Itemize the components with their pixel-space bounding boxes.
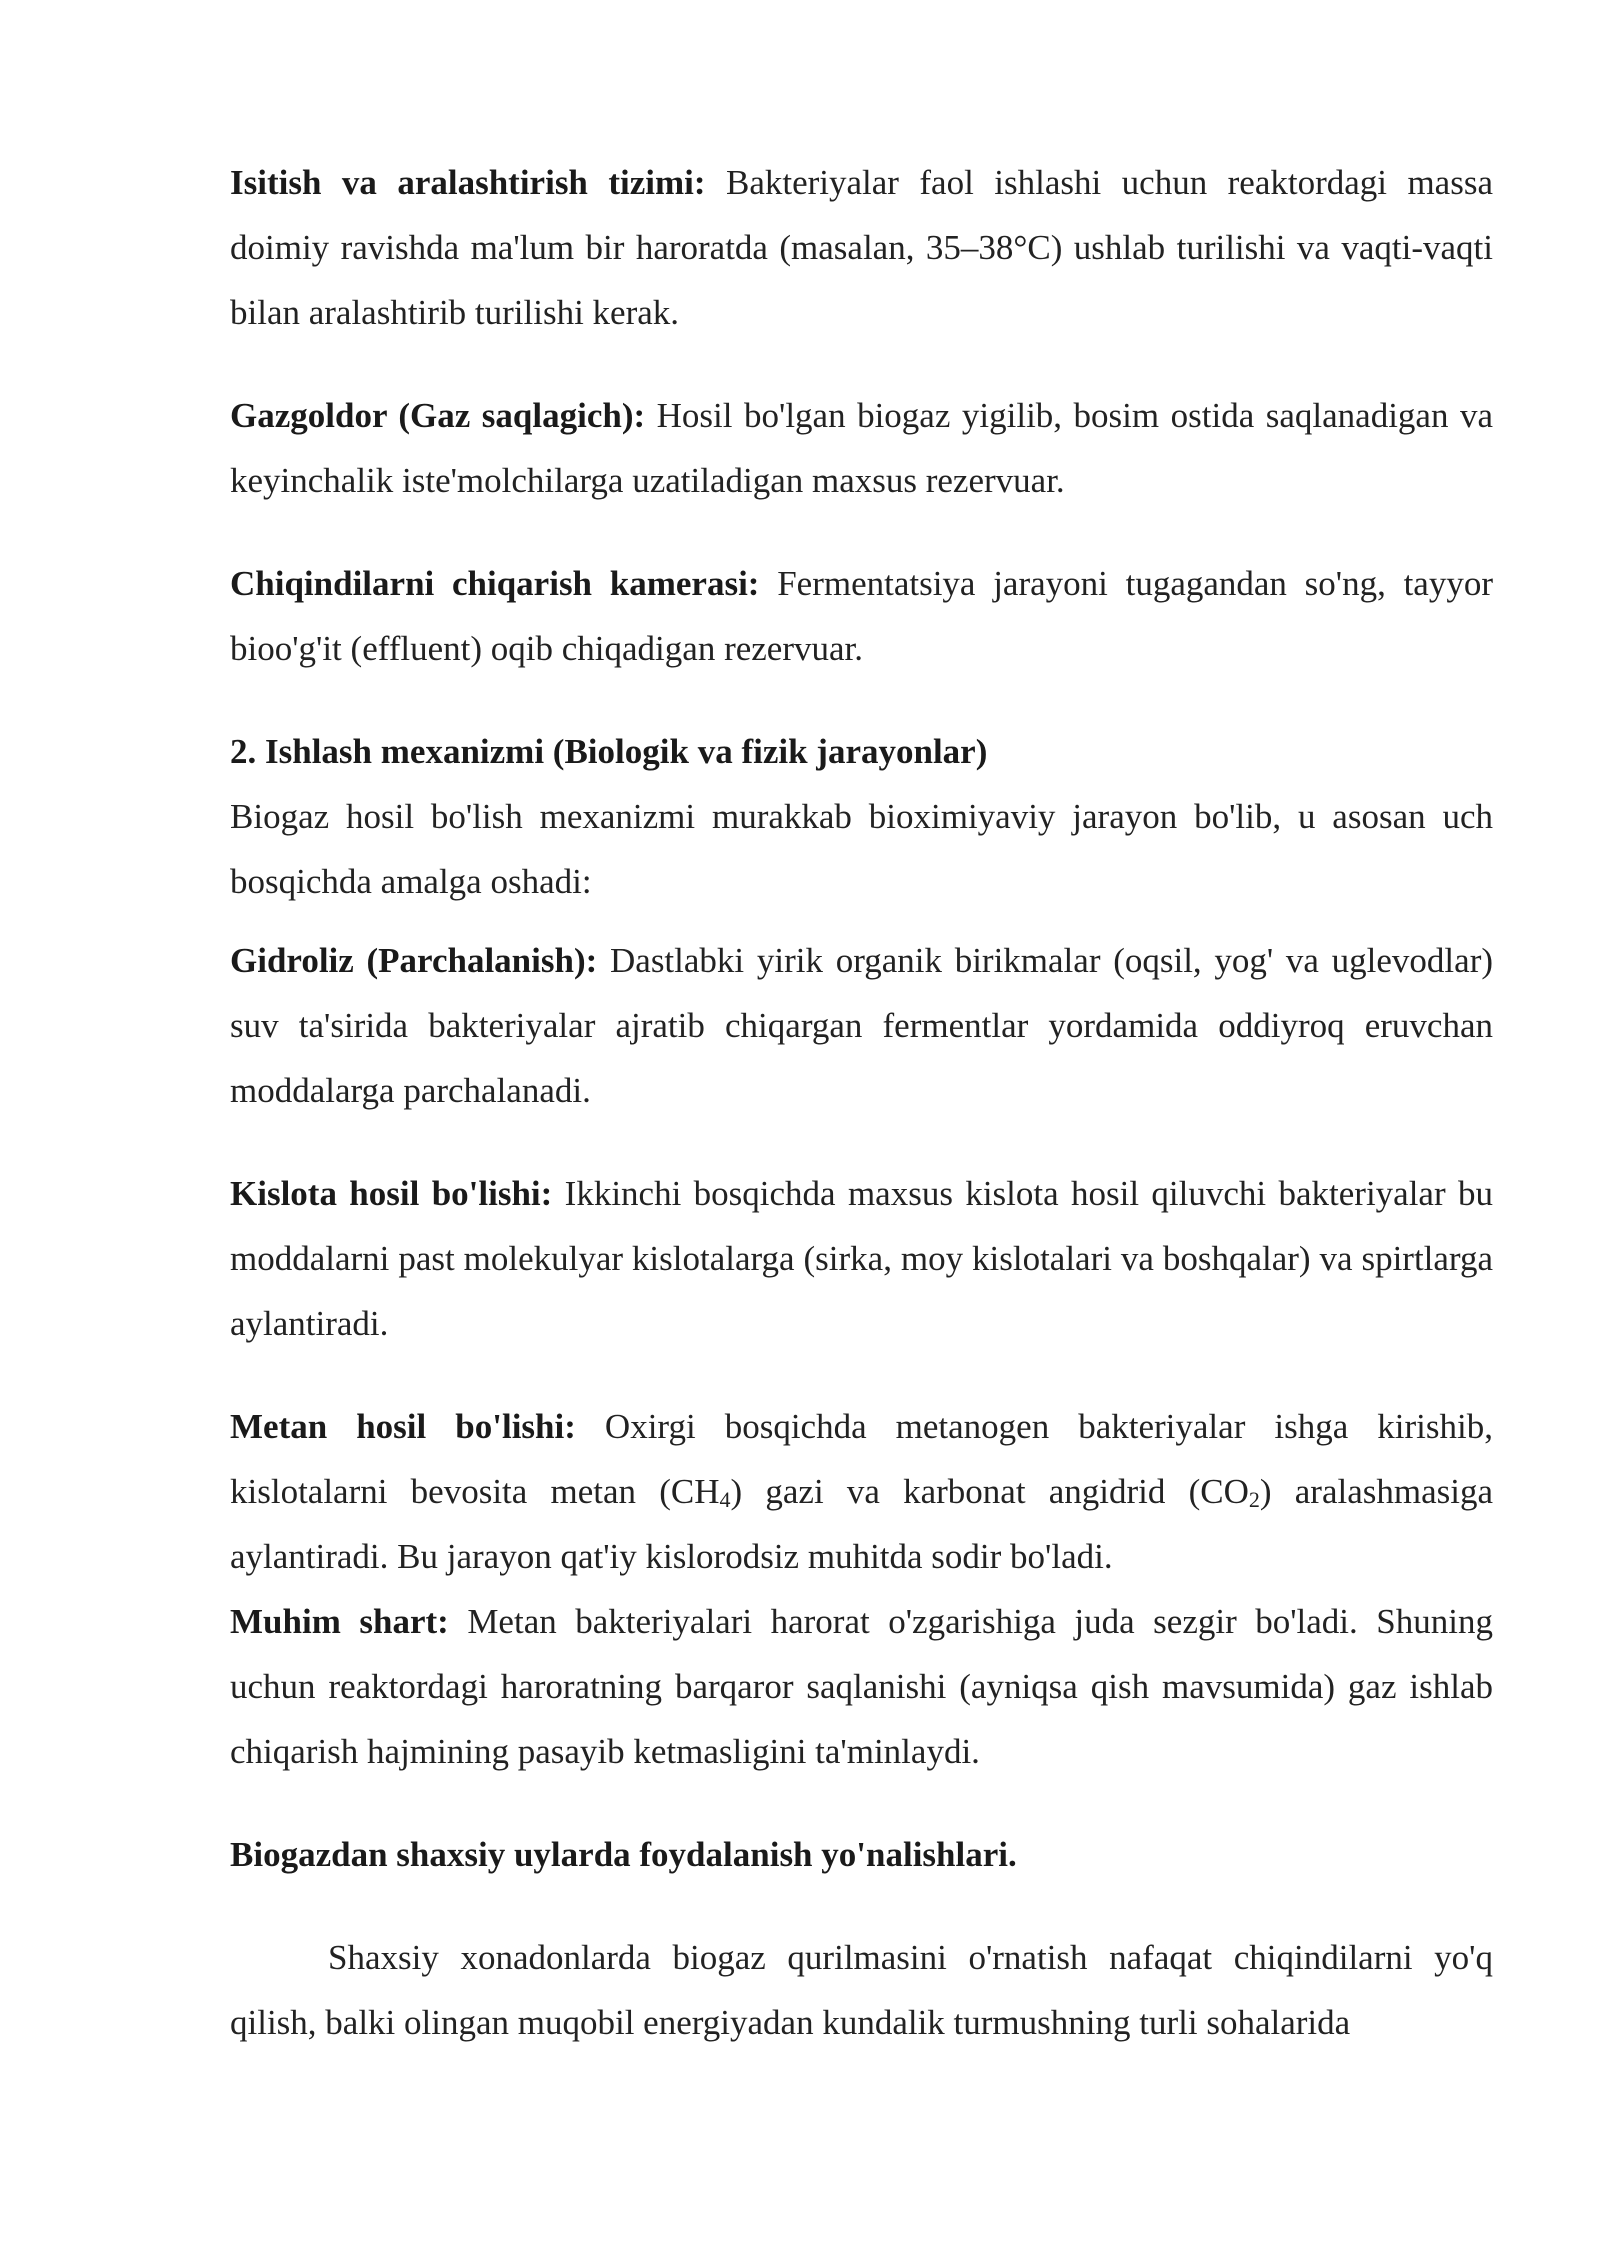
text-metan-c: ) aralashmasiga aylantiradi. Bu jarayon qat'iy kislorodsiz muhitda sodir bo'ladi. (230, 1472, 1493, 1576)
text-muhim: Metan bakteriyalari harorat o'zgarishiga juda sezgir bo'ladi. Shuning uchun reaktordagi haroratning barqaror saqlanishi (ayniqsa qish mavsumida) gaz ishlab chiqarish hajmining pasayib ketmasligini ta'minlaydi. (230, 1602, 1493, 1771)
subscript-4: 4 (719, 1487, 731, 1512)
text-metan-a: Oxirgi bosqichda metanogen bakteriyalar ishga kirishib, kislotalarni bevosita metan (CH (230, 1407, 1493, 1511)
text-isitish: Bakteriyalar faol ishlashi uchun reaktordagi massa doimiy ravishda ma'lum bir haroratda (masalan, 35–38°C) ushlab turilishi va vaqti-vaqti bilan aralashtirib turilishi kerak. (230, 163, 1493, 332)
paragraph-kislota (230, 1161, 1493, 1356)
document-page (230, 150, 1493, 2055)
subscript-2: 2 (1248, 1487, 1260, 1512)
paragraph-section2-intro: Biogaz hosil bo'lish mexanizmi murakkab bioximiyaviy jarayon bo'lib, u asosan uch bosqichda amalga oshadi: (230, 797, 1493, 901)
term-isitish: Isitish va aralashtirish tizimi: (230, 163, 706, 202)
term-gidroliz: Gidroliz (Parchalanish): (230, 941, 598, 980)
term-metan: Metan hosil bo'lishi: (230, 1407, 576, 1446)
text-gidroliz: Dastlabki yirik organik birikmalar (oqsil, yog' va uglevodlar) suv ta'sirida bakteriyalar ajratib chiqargan fermentlar yordamida oddiyroq eruvchan moddalarga parchalanadi. (230, 941, 1494, 1110)
paragraph-section3-intro: Shaxsiy xonadonlarda biogaz qurilmasini o'rnatish nafaqat chiqindilarni yo'q qilish, balki olingan muqobil energiyadan kundalik turmushning turli sohalarida (230, 1938, 1493, 2042)
term-gazgoldor: Gazgoldor (Gaz saqlagich): (230, 396, 646, 435)
text-chiqindilarni: Fermentatsiya jarayoni tugagandan so'ng, tayyor bioo'g'it (effluent) oqib chiqadigan rezervuar. (230, 564, 1493, 668)
paragraph-gazgoldor (230, 383, 1493, 513)
text-kislota: Ikkinchi bosqichda maxsus kislota hosil qiluvchi bakteriyalar bu moddalarni past molekulyar kislotalarga (sirka, moy kislotalari va boshqalar) va spirtlarga aylantiradi. (230, 1174, 1493, 1343)
paragraph-muhim (230, 1589, 1493, 1784)
term-muhim: Muhim shart: (230, 1602, 449, 1641)
term-chiqindilarni: Chiqindilarni chiqarish kamerasi: (230, 564, 760, 603)
text-gazgoldor: Hosil bo'lgan biogaz yigilib, bosim ostida saqlanadigan va keyinchalik iste'molchilarga uzatiladigan maxsus rezervuar. (230, 396, 1494, 500)
term-kislota: Kislota hosil bo'lishi: (230, 1174, 553, 1213)
paragraph-chiqindilarni (230, 551, 1493, 681)
paragraph-isitish (230, 150, 1493, 345)
text-metan-b: ) gazi va karbonat angidrid (CO (730, 1472, 1249, 1511)
section-heading-foydalanish: Biogazdan shaxsiy uylarda foydalanish yo'nalishlari. (230, 1835, 1017, 1874)
section-heading-ishlash-mexanizmi: 2. Ishlash mexanizmi (Biologik va fizik jarayonlar) (230, 732, 988, 771)
paragraph-metan (230, 1394, 1493, 1589)
paragraph-gidroliz (230, 928, 1493, 1123)
